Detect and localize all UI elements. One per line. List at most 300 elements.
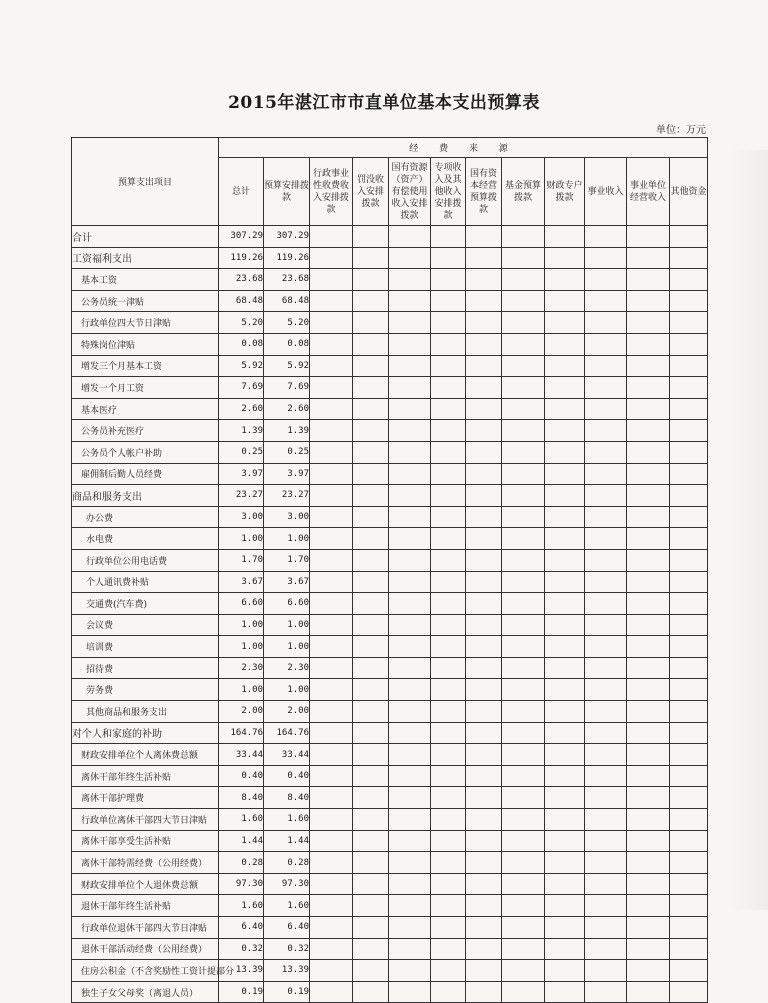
- row-item-name: 基本工资: [72, 269, 219, 291]
- empty-cell: [389, 377, 431, 399]
- empty-cell: [502, 485, 545, 507]
- empty-cell: [310, 701, 353, 723]
- empty-cell: [627, 593, 670, 615]
- table-row: [72, 290, 708, 312]
- empty-cell: [431, 852, 466, 874]
- row-item-name: 离休干部特需经费（公用经费）: [72, 852, 219, 874]
- empty-cell: [310, 441, 353, 463]
- empty-cell: [585, 614, 627, 636]
- empty-cell: [627, 938, 670, 960]
- empty-cell: [585, 549, 627, 571]
- empty-cell: [466, 226, 502, 248]
- table-row: [72, 852, 708, 874]
- empty-cell: [585, 636, 627, 658]
- empty-cell: [389, 981, 431, 1003]
- empty-cell: [353, 614, 389, 636]
- empty-cell: [466, 420, 502, 442]
- empty-cell: [310, 333, 353, 355]
- empty-cell: [670, 895, 708, 917]
- empty-cell: [627, 377, 670, 399]
- empty-cell: [389, 830, 431, 852]
- table-row: [72, 787, 708, 809]
- row-item-name: 离休干部享受生活补贴: [72, 830, 219, 852]
- row-total: 0.28: [219, 852, 264, 874]
- row-item-name: 财政安排单位个人离休费总额: [72, 744, 219, 766]
- row-total: 8.40: [219, 787, 264, 809]
- empty-cell: [627, 398, 670, 420]
- empty-cell: [502, 960, 545, 982]
- empty-cell: [585, 722, 627, 744]
- empty-cell: [353, 226, 389, 248]
- empty-cell: [310, 657, 353, 679]
- empty-cell: [310, 895, 353, 917]
- empty-cell: [431, 938, 466, 960]
- empty-cell: [431, 571, 466, 593]
- empty-cell: [627, 895, 670, 917]
- table-row: [72, 614, 708, 636]
- empty-cell: [502, 377, 545, 399]
- empty-cell: [545, 765, 585, 787]
- empty-cell: [545, 290, 585, 312]
- empty-cell: [585, 528, 627, 550]
- empty-cell: [389, 312, 431, 334]
- row-item-name: 特殊岗位津贴: [72, 333, 219, 355]
- empty-cell: [670, 809, 708, 831]
- empty-cell: [502, 873, 545, 895]
- empty-cell: [389, 247, 431, 269]
- empty-cell: [627, 355, 670, 377]
- empty-cell: [389, 290, 431, 312]
- empty-cell: [310, 679, 353, 701]
- row-budget-allocation: 23.68: [264, 269, 310, 291]
- empty-cell: [431, 593, 466, 615]
- empty-cell: [502, 269, 545, 291]
- row-total: 5.20: [219, 312, 264, 334]
- empty-cell: [545, 398, 585, 420]
- empty-cell: [545, 333, 585, 355]
- empty-cell: [670, 960, 708, 982]
- row-total: 23.27: [219, 485, 264, 507]
- empty-cell: [431, 636, 466, 658]
- empty-cell: [431, 377, 466, 399]
- empty-cell: [466, 701, 502, 723]
- empty-cell: [466, 636, 502, 658]
- empty-cell: [670, 614, 708, 636]
- empty-cell: [545, 981, 585, 1003]
- row-total: 1.00: [219, 614, 264, 636]
- table-row: [72, 333, 708, 355]
- empty-cell: [353, 420, 389, 442]
- row-budget-allocation: 1.70: [264, 549, 310, 571]
- empty-cell: [545, 873, 585, 895]
- empty-cell: [353, 679, 389, 701]
- table-row: [72, 528, 708, 550]
- empty-cell: [585, 657, 627, 679]
- row-item-name: 雇佣制后勤人员经费: [72, 463, 219, 485]
- empty-cell: [310, 830, 353, 852]
- empty-cell: [431, 355, 466, 377]
- empty-cell: [585, 917, 627, 939]
- table-row: [72, 873, 708, 895]
- empty-cell: [502, 744, 545, 766]
- empty-cell: [585, 506, 627, 528]
- empty-cell: [502, 765, 545, 787]
- row-total: 68.48: [219, 290, 264, 312]
- empty-cell: [310, 312, 353, 334]
- empty-cell: [310, 528, 353, 550]
- table-row: [72, 895, 708, 917]
- row-total: 3.67: [219, 571, 264, 593]
- empty-cell: [545, 571, 585, 593]
- empty-cell: [389, 485, 431, 507]
- empty-cell: [310, 873, 353, 895]
- empty-cell: [627, 506, 670, 528]
- empty-cell: [389, 355, 431, 377]
- empty-cell: [466, 722, 502, 744]
- table-row: [72, 571, 708, 593]
- empty-cell: [502, 657, 545, 679]
- empty-cell: [545, 852, 585, 874]
- empty-cell: [502, 679, 545, 701]
- empty-cell: [545, 247, 585, 269]
- empty-cell: [627, 636, 670, 658]
- empty-cell: [585, 701, 627, 723]
- row-item-name: 离休干部护理费: [72, 787, 219, 809]
- empty-cell: [466, 852, 502, 874]
- empty-cell: [466, 377, 502, 399]
- empty-cell: [585, 377, 627, 399]
- empty-cell: [431, 787, 466, 809]
- row-budget-allocation: 1.00: [264, 636, 310, 658]
- empty-cell: [466, 485, 502, 507]
- row-budget-allocation: 68.48: [264, 290, 310, 312]
- empty-cell: [585, 895, 627, 917]
- empty-cell: [627, 809, 670, 831]
- empty-cell: [353, 787, 389, 809]
- empty-cell: [466, 981, 502, 1003]
- table-row: [72, 765, 708, 787]
- empty-cell: [585, 873, 627, 895]
- empty-cell: [353, 895, 389, 917]
- row-total: 0.32: [219, 938, 264, 960]
- table-row: [72, 593, 708, 615]
- empty-cell: [627, 873, 670, 895]
- empty-cell: [627, 312, 670, 334]
- table-row: [72, 269, 708, 291]
- empty-cell: [466, 679, 502, 701]
- empty-cell: [670, 355, 708, 377]
- empty-cell: [502, 355, 545, 377]
- empty-cell: [585, 269, 627, 291]
- row-item-name: 行政单位四大节日津贴: [72, 312, 219, 334]
- empty-cell: [627, 269, 670, 291]
- empty-cell: [310, 938, 353, 960]
- empty-cell: [670, 528, 708, 550]
- empty-cell: [627, 744, 670, 766]
- table-row: [72, 981, 708, 1003]
- empty-cell: [431, 441, 466, 463]
- column-header: 专项收入及其他收入安排拨款: [431, 158, 466, 226]
- page-title: 2015年湛江市市直单位基本支出预算表: [228, 93, 540, 113]
- empty-cell: [627, 528, 670, 550]
- row-item-name: 其他商品和服务支出: [72, 701, 219, 723]
- empty-cell: [670, 247, 708, 269]
- empty-cell: [353, 938, 389, 960]
- row-item-name: 行政单位离休干部四大节日津贴: [72, 809, 219, 831]
- empty-cell: [627, 463, 670, 485]
- column-header: 预算安排拨款: [264, 158, 310, 226]
- empty-cell: [585, 679, 627, 701]
- empty-cell: [545, 938, 585, 960]
- row-total: 13.39: [219, 960, 264, 982]
- row-total: 23.68: [219, 269, 264, 291]
- row-budget-allocation: 1.00: [264, 679, 310, 701]
- row-total: 0.19: [219, 981, 264, 1003]
- empty-cell: [670, 873, 708, 895]
- empty-cell: [545, 787, 585, 809]
- empty-cell: [389, 593, 431, 615]
- row-budget-allocation: 3.00: [264, 506, 310, 528]
- row-total: 1.00: [219, 528, 264, 550]
- empty-cell: [670, 549, 708, 571]
- row-item-name: 公务员个人帐户补助: [72, 441, 219, 463]
- empty-cell: [389, 333, 431, 355]
- empty-cell: [353, 722, 389, 744]
- row-item-name: 财政安排单位个人退休费总额: [72, 873, 219, 895]
- empty-cell: [502, 938, 545, 960]
- row-budget-allocation: 13.39: [264, 960, 310, 982]
- empty-cell: [627, 441, 670, 463]
- empty-cell: [389, 398, 431, 420]
- empty-cell: [545, 226, 585, 248]
- empty-cell: [545, 463, 585, 485]
- row-item-name: 商品和服务支出: [72, 485, 219, 507]
- empty-cell: [466, 809, 502, 831]
- row-budget-allocation: 1.60: [264, 809, 310, 831]
- empty-cell: [627, 549, 670, 571]
- empty-cell: [585, 571, 627, 593]
- empty-cell: [389, 463, 431, 485]
- empty-cell: [502, 593, 545, 615]
- empty-cell: [585, 290, 627, 312]
- row-budget-allocation: 1.44: [264, 830, 310, 852]
- empty-cell: [627, 420, 670, 442]
- budget-table: [71, 137, 708, 1003]
- empty-cell: [670, 506, 708, 528]
- empty-cell: [389, 960, 431, 982]
- row-budget-allocation: 1.00: [264, 614, 310, 636]
- empty-cell: [310, 722, 353, 744]
- empty-cell: [353, 269, 389, 291]
- empty-cell: [353, 917, 389, 939]
- empty-cell: [670, 485, 708, 507]
- empty-cell: [585, 809, 627, 831]
- table-row: [72, 657, 708, 679]
- empty-cell: [545, 528, 585, 550]
- empty-cell: [431, 463, 466, 485]
- empty-cell: [545, 744, 585, 766]
- empty-cell: [502, 830, 545, 852]
- unit-label: 单位：万元: [656, 125, 706, 136]
- empty-cell: [545, 614, 585, 636]
- empty-cell: [431, 269, 466, 291]
- row-total: 2.30: [219, 657, 264, 679]
- empty-cell: [466, 895, 502, 917]
- empty-cell: [502, 787, 545, 809]
- funding-source-header: 经 费 来 源: [219, 138, 708, 158]
- row-total: 1.39: [219, 420, 264, 442]
- empty-cell: [466, 873, 502, 895]
- empty-cell: [545, 506, 585, 528]
- row-total: 1.60: [219, 895, 264, 917]
- empty-cell: [627, 830, 670, 852]
- empty-cell: [310, 355, 353, 377]
- empty-cell: [670, 312, 708, 334]
- empty-cell: [353, 333, 389, 355]
- empty-cell: [431, 960, 466, 982]
- empty-cell: [502, 226, 545, 248]
- row-budget-allocation: 8.40: [264, 787, 310, 809]
- empty-cell: [466, 549, 502, 571]
- empty-cell: [670, 787, 708, 809]
- empty-cell: [670, 420, 708, 442]
- empty-cell: [389, 938, 431, 960]
- empty-cell: [466, 290, 502, 312]
- empty-cell: [310, 463, 353, 485]
- row-item-name: 离休干部年终生活补贴: [72, 765, 219, 787]
- row-budget-allocation: 0.28: [264, 852, 310, 874]
- empty-cell: [389, 765, 431, 787]
- empty-cell: [545, 895, 585, 917]
- empty-cell: [431, 506, 466, 528]
- empty-cell: [627, 679, 670, 701]
- empty-cell: [466, 463, 502, 485]
- row-total: 5.92: [219, 355, 264, 377]
- empty-cell: [310, 549, 353, 571]
- column-header: 事业收入: [585, 158, 627, 226]
- row-budget-allocation: 0.19: [264, 981, 310, 1003]
- empty-cell: [502, 247, 545, 269]
- empty-cell: [353, 463, 389, 485]
- empty-cell: [627, 247, 670, 269]
- empty-cell: [353, 398, 389, 420]
- empty-cell: [353, 701, 389, 723]
- table-row: [72, 636, 708, 658]
- empty-cell: [670, 765, 708, 787]
- empty-cell: [670, 269, 708, 291]
- table-row: [72, 441, 708, 463]
- empty-cell: [585, 463, 627, 485]
- row-budget-allocation: 3.67: [264, 571, 310, 593]
- empty-cell: [389, 506, 431, 528]
- row-item-name: 行政单位公用电话费: [72, 549, 219, 571]
- empty-cell: [310, 571, 353, 593]
- table-row: [72, 701, 708, 723]
- empty-cell: [466, 960, 502, 982]
- row-total: 1.60: [219, 809, 264, 831]
- table-row: [72, 247, 708, 269]
- empty-cell: [545, 593, 585, 615]
- empty-cell: [353, 593, 389, 615]
- row-total: 7.69: [219, 377, 264, 399]
- empty-cell: [389, 787, 431, 809]
- item-column-header: 预算支出项目: [72, 138, 219, 226]
- empty-cell: [353, 852, 389, 874]
- empty-cell: [545, 701, 585, 723]
- empty-cell: [502, 506, 545, 528]
- empty-cell: [466, 571, 502, 593]
- empty-cell: [466, 441, 502, 463]
- empty-cell: [431, 528, 466, 550]
- empty-cell: [627, 722, 670, 744]
- empty-cell: [670, 657, 708, 679]
- empty-cell: [431, 701, 466, 723]
- empty-cell: [670, 701, 708, 723]
- row-budget-allocation: 119.26: [264, 247, 310, 269]
- row-item-name: 交通费(汽车费): [72, 593, 219, 615]
- empty-cell: [585, 398, 627, 420]
- empty-cell: [310, 247, 353, 269]
- table-row: [72, 420, 708, 442]
- empty-cell: [310, 787, 353, 809]
- empty-cell: [389, 679, 431, 701]
- table-row: [72, 722, 708, 744]
- empty-cell: [545, 809, 585, 831]
- empty-cell: [389, 226, 431, 248]
- table-row: [72, 809, 708, 831]
- empty-cell: [431, 226, 466, 248]
- empty-cell: [310, 506, 353, 528]
- table-row: [72, 463, 708, 485]
- empty-cell: [545, 420, 585, 442]
- empty-cell: [431, 981, 466, 1003]
- empty-cell: [466, 917, 502, 939]
- row-total: 3.00: [219, 506, 264, 528]
- empty-cell: [627, 485, 670, 507]
- empty-cell: [310, 636, 353, 658]
- empty-cell: [389, 636, 431, 658]
- column-header: 行政事业性收费收入安排拨款: [310, 158, 353, 226]
- row-budget-allocation: 1.60: [264, 895, 310, 917]
- row-total: 0.40: [219, 765, 264, 787]
- empty-cell: [431, 485, 466, 507]
- empty-cell: [545, 679, 585, 701]
- row-budget-allocation: 3.97: [264, 463, 310, 485]
- table-row: [72, 506, 708, 528]
- table-row: [72, 917, 708, 939]
- empty-cell: [670, 938, 708, 960]
- empty-cell: [627, 333, 670, 355]
- empty-cell: [545, 549, 585, 571]
- empty-cell: [389, 420, 431, 442]
- empty-cell: [310, 226, 353, 248]
- empty-cell: [353, 636, 389, 658]
- empty-cell: [431, 657, 466, 679]
- table-row: [72, 830, 708, 852]
- empty-cell: [585, 355, 627, 377]
- empty-cell: [466, 614, 502, 636]
- row-budget-allocation: 2.00: [264, 701, 310, 723]
- row-item-name: 独生子女父母奖（离退人员）: [72, 981, 219, 1003]
- row-item-name: 增发一个月工资: [72, 377, 219, 399]
- column-header: 总计: [219, 158, 264, 226]
- empty-cell: [585, 247, 627, 269]
- empty-cell: [627, 960, 670, 982]
- empty-cell: [353, 355, 389, 377]
- empty-cell: [545, 722, 585, 744]
- column-header: 事业单位经营收入: [627, 158, 670, 226]
- empty-cell: [502, 614, 545, 636]
